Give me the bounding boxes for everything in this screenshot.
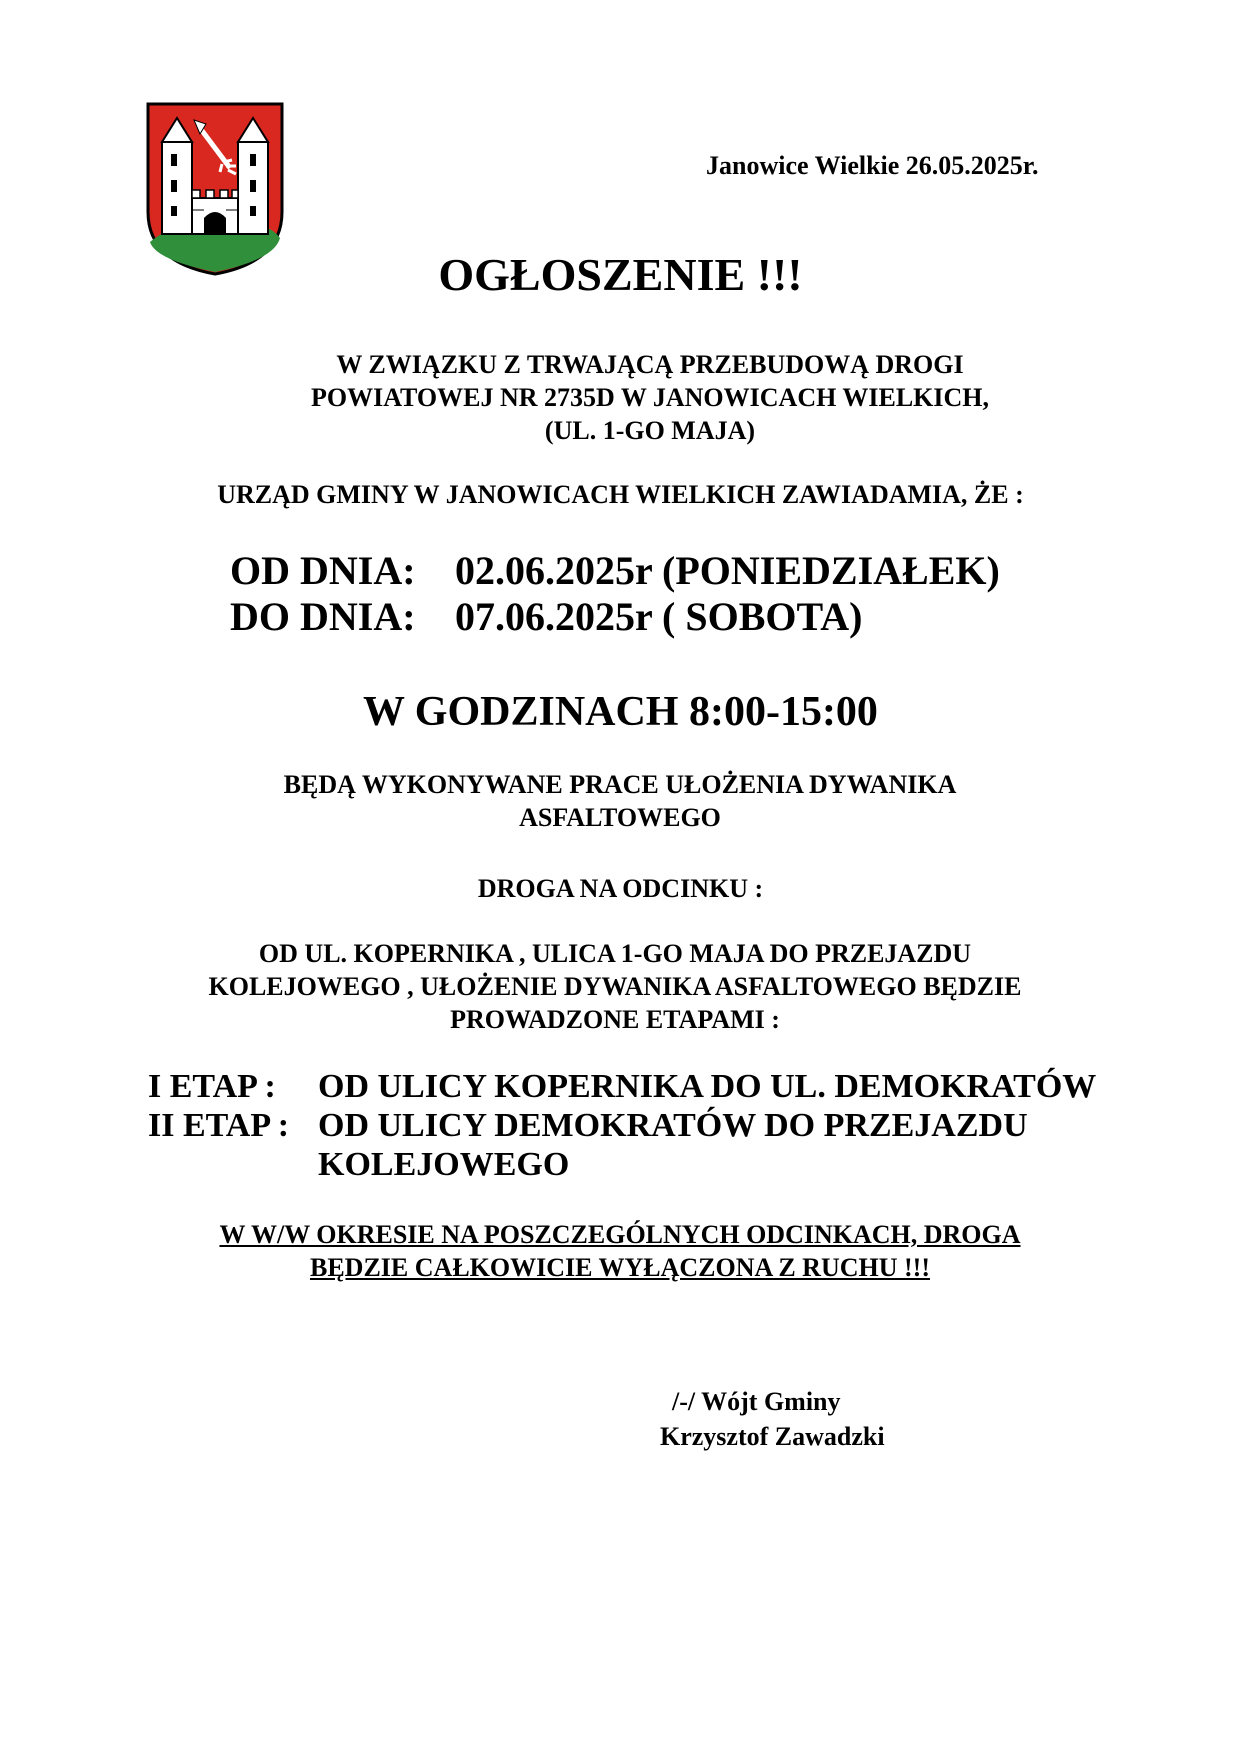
date-from-label: OD DNIA:: [230, 548, 416, 593]
stage-2-text: OD ULICY DEMOKRATÓW DO PRZEJAZDU: [318, 1107, 1028, 1144]
intro-paragraph: [200, 348, 1100, 447]
intro-line: (UL. 1-GO MAJA): [544, 416, 756, 445]
stage-1-label: I ETAP :: [148, 1068, 276, 1105]
date-line: Janowice Wielkie 26.05.2025r.: [706, 151, 1039, 180]
signature-title: /-/ Wójt Gminy: [672, 1387, 841, 1416]
segment-line: PROWADZONE ETAPAMI :: [450, 1005, 780, 1034]
stages-list: [148, 1067, 1096, 1184]
warning-line: BĘDZIE CAŁKOWICIE WYŁĄCZONA Z RUCHU !!!: [310, 1253, 930, 1282]
hours-line: W GODZINACH 8:00-15:00: [363, 689, 878, 735]
date-from-value: 02.06.2025r (PONIEDZIAŁEK): [455, 548, 1000, 593]
warning-paragraph: [100, 1218, 1140, 1284]
warning-line: W W/W OKRESIE NA POSZCZEGÓLNYCH ODCINKACH, DROGA: [219, 1220, 1021, 1249]
segment-line: OD UL. KOPERNIKA , ULICA 1-GO MAJA DO PRZEJAZDU: [258, 939, 972, 968]
works-line: BĘDĄ WYKONYWANE PRACE UŁOŻENIA DYWANIKA: [283, 770, 957, 799]
date-range: [230, 548, 1000, 640]
stage-2-label: II ETAP :: [148, 1107, 290, 1144]
stage-1-text: OD ULICY KOPERNIKA DO UL. DEMOKRATÓW: [318, 1068, 1097, 1105]
works-line: ASFALTOWEGO: [519, 803, 721, 832]
stage-2-row: [148, 1106, 1096, 1145]
page-title: OGŁOSZENIE !!!: [438, 249, 803, 300]
stage-1-row: [148, 1067, 1096, 1106]
signature-name: Krzysztof Zawadzki: [660, 1422, 885, 1451]
segment-paragraph: [120, 937, 1110, 1036]
stage-2-continuation: KOLEJOWEGO: [318, 1146, 570, 1183]
segment-line: KOLEJOWEGO , UŁOŻENIE DYWANIKA ASFALTOWEGO BĘDZIE: [208, 972, 1022, 1001]
date-from-row: [230, 548, 1000, 594]
intro-line: POWIATOWEJ NR 2735D W JANOWICACH WIELKICH,: [310, 383, 990, 412]
road-heading: DROGA NA ODCINKU :: [477, 874, 764, 903]
date-to-value: 07.06.2025r ( SOBOTA): [455, 594, 863, 639]
signature-block: [660, 1384, 885, 1454]
date-to-label: DO DNIA:: [230, 594, 416, 639]
date-to-row: [230, 594, 1000, 640]
notify-line: URZĄD GMINY W JANOWICACH WIELKICH ZAWIADAMIA, ŻE :: [217, 480, 1024, 509]
works-paragraph: [200, 768, 1040, 834]
intro-line: W ZWIĄZKU Z TRWAJĄCĄ PRZEBUDOWĄ DROGI: [336, 350, 964, 379]
